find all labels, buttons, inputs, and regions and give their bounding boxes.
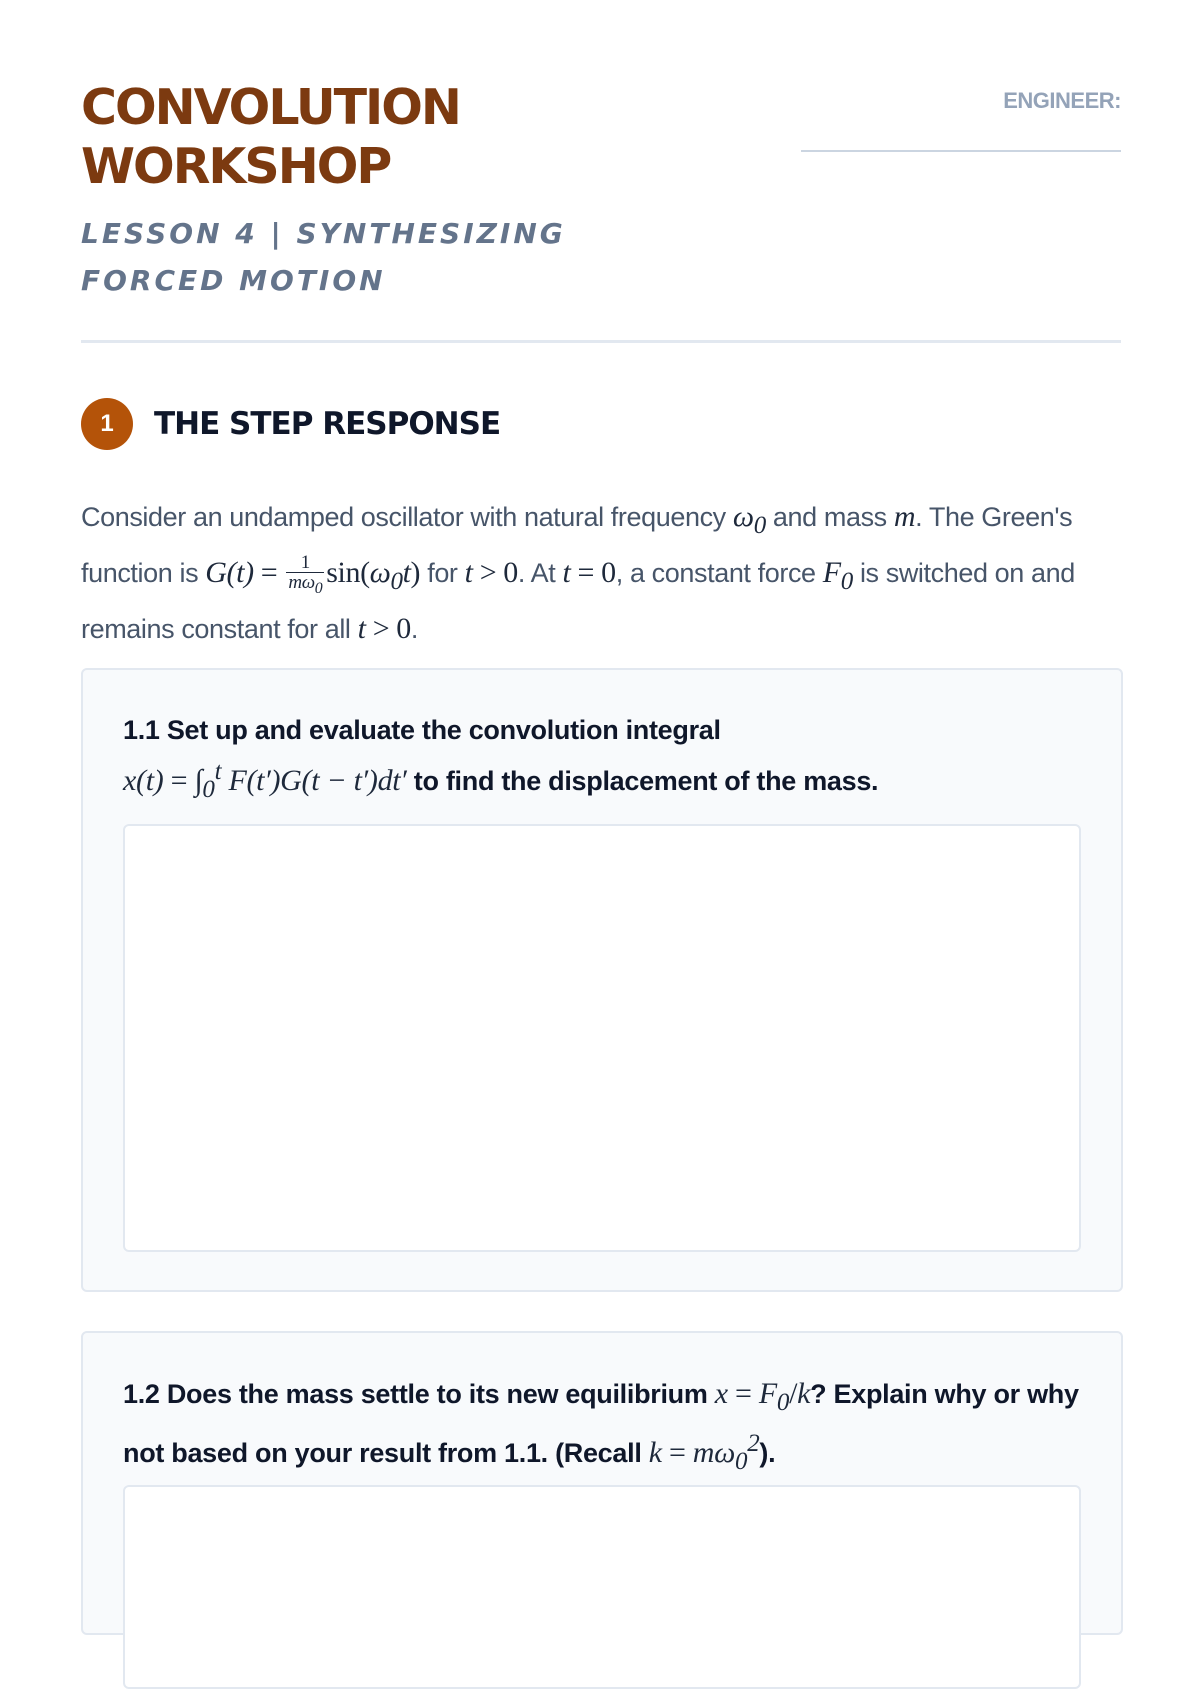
lesson-subtitle: LESSON 4 | SYNTHESIZING FORCED MOTION: [81, 217, 566, 297]
greens-function-math: G(t) = $\frac{1}{m\omega_0}$ $\sin(\omega_0t)$: [205, 551, 421, 597]
engineer-name-line[interactable]: [801, 150, 1121, 152]
question-prompt: [123, 710, 1083, 810]
intro-text: and mass: [772, 502, 887, 532]
intro-text: , a constant force: [615, 558, 816, 588]
answer-box[interactable]: [123, 824, 1081, 1252]
intro-text: .: [410, 614, 419, 644]
question-tail: ).: [759, 1438, 776, 1468]
section-header: [81, 398, 500, 450]
question-lead: 1.1 Set up and evaluate the convolution integral: [123, 715, 721, 745]
t-zero-math: t = 0: [562, 556, 616, 589]
header-divider: [81, 340, 1121, 343]
omega0-math: $\omega_0$: [732, 500, 766, 539]
worksheet-page: [81, 0, 1121, 1600]
section-title: THE STEP RESPONSE: [154, 406, 501, 442]
intro-text: Consider an undamped oscillator with natural frequency: [81, 502, 726, 532]
question-prompt: [123, 1373, 1083, 1482]
convolution-integral-math: $x(t) = \int_0^t$ F(t′)G(t − t′)dt′: [123, 758, 407, 803]
question-lead: 1.2 Does the mass settle to its new equilibrium: [123, 1379, 708, 1409]
intro-text: . The Green's function is: [81, 502, 1073, 588]
question-mid: ? Explain why or why not based on your result from 1.1. (Recall: [123, 1379, 1079, 1468]
worksheet-title: CONVOLUTION WORKSHOP: [81, 79, 460, 195]
t-positive-math: t > 0: [357, 612, 411, 645]
question-card: [81, 1331, 1123, 1635]
section-number-badge: 1: [81, 398, 133, 450]
problem-statement: [81, 493, 1121, 653]
intro-text: is switched on and remains constant for all: [81, 558, 1075, 644]
t-positive-math: t > 0: [464, 556, 518, 589]
force-math: $F_0$: [822, 556, 853, 595]
equilibrium-math: $x = F_0/k$: [714, 1377, 811, 1416]
mass-math: m: [893, 500, 916, 533]
intro-text: for: [427, 558, 458, 588]
question-card: [81, 668, 1123, 1292]
answer-box[interactable]: [123, 1485, 1081, 1689]
intro-text: . At: [517, 558, 556, 588]
question-tail: to find the displacement of the mass.: [413, 766, 879, 796]
engineer-label: ENGINEER:: [1003, 88, 1121, 113]
worksheet-header: [81, 0, 1121, 345]
spring-constant-math: $k = m\omega_0^2$: [648, 1430, 760, 1475]
